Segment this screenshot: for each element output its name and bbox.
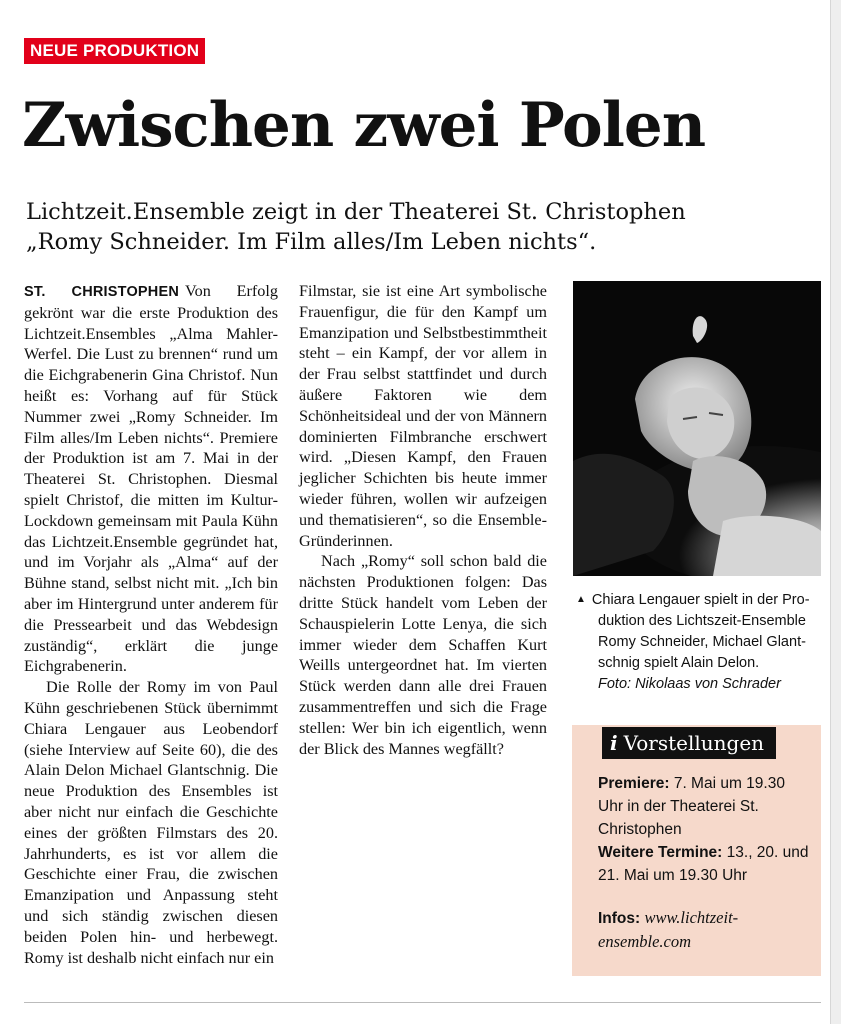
- article-text: Von Erfolg gekrönt war die erste Produktion des Lichtzeit.Ensembles „Alma Mahler-Werfel. Die Lust zu brennen“ rund um die Eichgrabenerin Gina Christof. Nun heißt es: Vorhang auf für Stück Nummer zwei „Romy Schneider. Im Film alles/Im Leben nichts“. Premiere der Produktion ist am 7. Mai in der Theaterei St. Christophen. Diesmal spielt Christof, die mitten im Kultur-Lockdown gemeinsam mit Paula Kühn das Lichtzeit.Ensemble gegründet hat, und im Vorjahr als „Alma“ auf der Bühne stand, selbst nicht mit. „Ich bin aber im Hintergrund unter anderem für die Pressearbeit und das Webdesign zuständig“, erklärt die junge Eichgrabenerin.: [24, 282, 278, 676]
- article-text: Nach „Romy“ soll schon bald die nächsten Produktionen folgen: Das dritte Stück handelt vom Leben der Schauspielerin Lotte Lenya, die sich immer wieder dem Schaffen Kurt Weills untergeordnet hat. Im vierten Stück werden dann alle drei Frauen zusammentreffen und sich die Frage stellen: Wer bin ich eigentlich, wenn der Blick des Mannes wegfällt?: [299, 552, 547, 758]
- caption-line-2: duktion des Lichtszeit-Ensemble: [598, 613, 806, 629]
- info-box-header: [602, 727, 776, 759]
- infos-link[interactable]: www.lichtzeit-ensemble.com: [598, 908, 739, 951]
- termine-label: Weitere Termine:: [598, 844, 723, 861]
- article-column-1: [24, 281, 278, 968]
- termine-text: 13., 20. und 21. Mai um 19.30 Uhr: [598, 844, 809, 884]
- info-box-vorstellungen: [572, 725, 821, 976]
- article-photo: [573, 281, 821, 576]
- section-tag: NEUE PRODUKTION: [24, 38, 205, 64]
- subtitle-line-2: „Romy Schneider. Im Film alles/Im Leben nichts“.: [26, 229, 597, 255]
- article-column-2: [299, 281, 547, 759]
- article-text: Filmstar, sie ist eine Art symbolische Frauenfigur, die für den Kampf um Emanzipation und Selbstbestimmtheit steht – ein Kampf, der vor allem in der Frau selbst stattfindet und durch äußere Faktoren wie dem Schönheitsideal und der von Männern dominierten Filmbranche erschwert wird. „Diesen Kampf, den Frauen jeglicher Schichten bis heute immer wieder führen, wollen wir aufzeigen und thematisieren“, so die Ensemble-Gründerinnen.: [299, 282, 547, 550]
- caption-line-3: Romy Schneider, Michael Glant-: [598, 634, 806, 650]
- termine-info: [598, 841, 814, 887]
- subtitle-line-1: Lichtzeit.Ensemble zeigt in der Theaterei St. Christophen: [26, 199, 686, 225]
- premiere-info: [598, 772, 814, 841]
- caption-line-4: schnig spielt Alain Delon.: [598, 655, 760, 671]
- dateline: ST. CHRISTOPHEN: [24, 284, 180, 300]
- info-box-title: Vorstellungen: [623, 731, 765, 755]
- article-text: Die Rolle der Romy im von Paul Kühn geschriebenen Stück übernimmt Chiara Lengauer aus Leobendorf (siehe Interview auf Seite 60), die des Alain Delon Michael Glantschnig. Die neue Produktion des Ensembles ist aber nicht nur einfach die Geschichte eines der größten Filmstars des 20. Jahrhunderts, es ist vor allem die Geschichte einer Frau, die zwischen Emanzipation und Anpassung steht und sich ständig zwischen diesen beiden Polen hin- und herbewegt. Romy ist deshalb nicht einfach nur ein: [24, 678, 278, 967]
- premiere-label: Premiere:: [598, 775, 670, 792]
- infos-info: [598, 906, 814, 954]
- caption-line-1: ▲ Chiara Lengauer spielt in der Pro-: [576, 592, 810, 608]
- info-box-body: [598, 772, 814, 954]
- bottom-rule: [24, 1002, 821, 1003]
- premiere-text: 7. Mai um 19.30 Uhr in der Theaterei St. Christophen: [598, 775, 785, 838]
- article-paragraph: [24, 677, 278, 968]
- photo-image-actors: [573, 281, 821, 576]
- page-edge-scrollbar: [830, 0, 841, 1024]
- photo-caption: [576, 589, 826, 695]
- article-paragraph: [24, 281, 278, 677]
- article-paragraph-continued: [299, 281, 547, 551]
- article-paragraph: [299, 551, 547, 759]
- infos-label: Infos:: [598, 910, 641, 927]
- triangle-up-icon: ▲: [576, 594, 586, 605]
- info-i-icon: i: [610, 731, 618, 755]
- photo-credit: Foto: Nikolaas von Schrader: [598, 676, 781, 692]
- subtitle: [26, 197, 806, 257]
- headline: Zwischen zwei Polen: [22, 90, 706, 161]
